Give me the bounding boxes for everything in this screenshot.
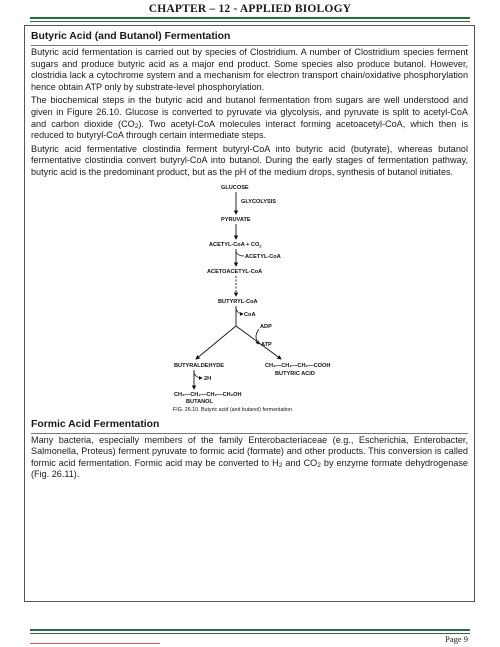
label-acetyl-coa-side: ACETYL-CoA xyxy=(245,253,281,260)
arrow-2h-in xyxy=(194,373,202,378)
chapter-header: CHAPTER – 12 - APPLIED BIOLOGY xyxy=(148,3,352,15)
label-butyric-acid: BUTYRIC ACID xyxy=(275,370,315,377)
figure-caption: FIG. 26.10. Butyric acid (and butanol) fermentation xyxy=(173,406,292,413)
subscript: 2 xyxy=(317,461,321,469)
footer-rule xyxy=(30,629,470,631)
section-heading-butyric: Butyric Acid (and Butanol) Fermentation xyxy=(31,28,468,46)
text-part: ). Two acetyl-CoA molecules interact forming acetoacetyl-CoA, which then is reduced to butyryl-CoA through certain intermediate steps. xyxy=(31,118,469,141)
section-heading-formic: Formic Acid Fermentation xyxy=(31,416,468,434)
label-butyraldehyde: BUTYRALDEHYDE xyxy=(174,362,225,369)
label-butanol: BUTANOL xyxy=(186,398,213,405)
header-rule-thin xyxy=(30,21,470,22)
text-part: Many bacteria, especially members of the family Enterobacteriaceae (e.g., Escherichia, Enterobacter, Salmonella, Proteus) ferment pyruvate to formic acid (formate) and other products. This conversion is called formic acid fermentation. Formic acid may be converted to H xyxy=(31,434,468,468)
label-2h: 2H xyxy=(204,375,212,382)
paragraph-butanol: Butyric acid fermentative clostindia ferment butyryl-CoA into butyric acid (butyrate), whereas butanol fermentative clostindia convert butyryl-CoA into butanol. During the early stages of fermentation pathway, butyric acid is the predominant product, but as the pH of the medium drops, synthesis of butanol initiates. xyxy=(31,143,468,177)
subscript: 2 xyxy=(134,122,139,130)
label-coa: CoA xyxy=(244,311,256,318)
side-input-arrow xyxy=(236,252,244,256)
header-rule xyxy=(30,17,470,19)
label-glucose: GLUCOSE xyxy=(221,184,249,191)
arrow-adp-atp xyxy=(256,329,259,344)
footnote-rule xyxy=(30,643,160,644)
arrow-to-butyric-acid xyxy=(236,323,281,359)
subscript: 2 xyxy=(278,461,283,469)
page-content xyxy=(31,28,468,483)
label-butanol-formula: CH₃—CH₂—CH₂—CH₂OH xyxy=(174,391,242,398)
label-glycolysis: GLYCOLYSIS xyxy=(241,198,277,205)
arrow-coa-out xyxy=(236,309,243,314)
arrow-to-butyraldehyde xyxy=(196,326,236,359)
label-acetyl-coa-co2: ACETYL-CoA + $CO_2$ xyxy=(209,241,262,249)
paragraph-formic xyxy=(31,435,468,481)
figure-butyric-fermentation xyxy=(31,181,468,414)
pathway-diagram xyxy=(31,181,468,414)
label-pyruvate: PYRUVATE xyxy=(221,216,251,223)
paragraph-biochemical-steps xyxy=(31,95,468,141)
label-atp: ATP xyxy=(261,341,272,348)
page-number: Page 9 xyxy=(445,634,468,644)
paragraph-butyric-intro: Butyric acid fermentation is carried out by species of Clostridium. A number of Clostridium species ferment sugars and produce butyric acid as a major end product. Some species also produce butanol. However, clostridia lack a cytochrome system and a mechanism for electron transport chain/oxidative phosphorylation hence obtain ATP only by substrate-level phosphorylation. xyxy=(31,47,468,92)
text-part: The biochemical steps in the butyric acid and butanol fermentation from sugars are well understood and given in Figure 26.10. Glucose is converted to pyruvate via glycolysis, and pyruvate is split to acetyl-CoA and carbon dioxide (CO xyxy=(31,95,468,129)
label-acetoacetyl-coa: ACETOACETYL-CoA xyxy=(207,268,263,275)
text-part: and CO xyxy=(282,457,318,468)
text-part: by enzyme formate dehydrogenase (Fig. 26.11). xyxy=(31,457,468,480)
label-adp: ADP xyxy=(260,323,272,330)
label-butyryl-coa: BUTYRYL-CoA xyxy=(218,298,258,305)
footer-rule-thin xyxy=(30,633,470,634)
label-butyric-formula: CH₃—CH₂—CH₂—COOH xyxy=(265,362,331,369)
